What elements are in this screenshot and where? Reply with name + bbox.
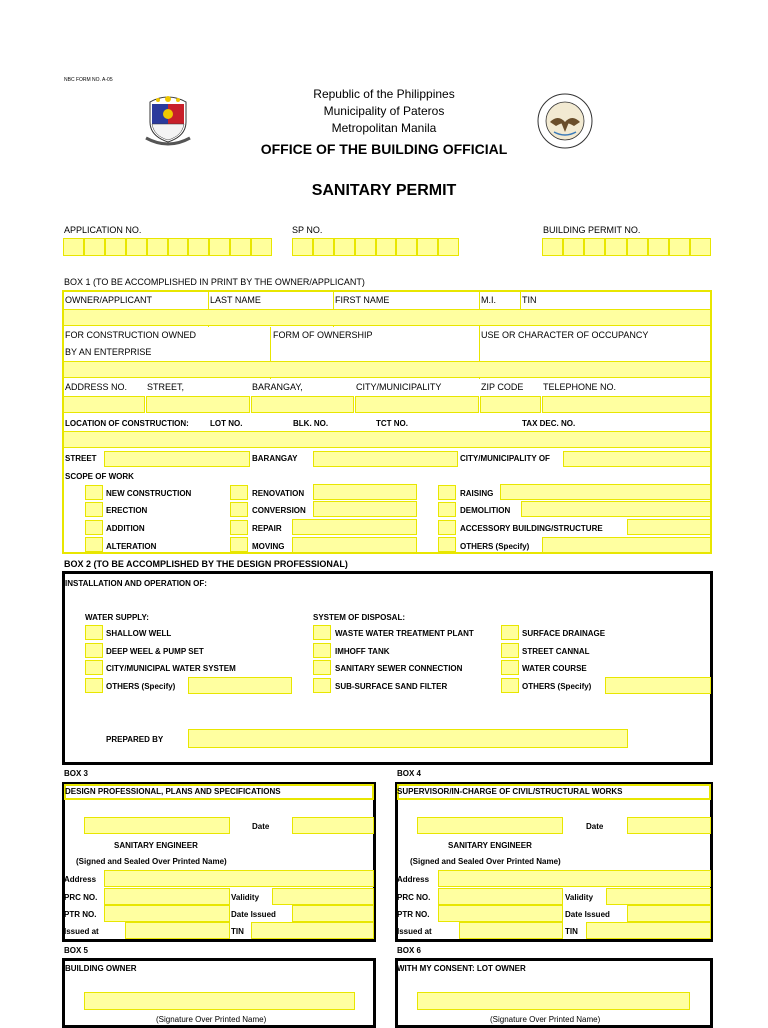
box4-title: SUPERVISOR/IN-CHARGE OF CIVIL/STRUCTURAL WORKS [397,787,623,796]
city-of-label: CITY/MUNICIPALITY OF [460,454,550,463]
application-no-input[interactable] [63,238,272,256]
erection-checkbox[interactable] [85,502,103,517]
repair-label: REPAIR [252,524,282,533]
box3-tin-label: TIN [231,927,244,936]
address-no-input[interactable] [63,396,145,413]
street-input[interactable] [146,396,250,413]
telephone-label: TELEPHONE NO. [543,382,617,392]
others-input[interactable] [542,537,711,553]
imhoff-checkbox[interactable] [313,643,331,658]
alteration-checkbox[interactable] [85,537,103,552]
telephone-input[interactable] [542,396,711,413]
box4-address-input[interactable] [438,870,711,887]
box4-date-issued-input[interactable] [627,905,711,922]
water-course-label: WATER COURSE [522,664,587,673]
conversion-checkbox[interactable] [230,502,248,517]
disposal-others-label: OTHERS (Specify) [522,682,592,691]
water-others-label: OTHERS (Specify) [106,682,176,691]
alteration-label: ALTERATION [106,542,157,551]
accessory-checkbox[interactable] [438,520,456,535]
installation-label: INSTALLATION AND OPERATION OF: [65,579,207,588]
system-of-disposal-label: SYSTEM OF DISPOSAL: [313,613,406,622]
city-of-input[interactable] [563,451,711,467]
box5-signature-input[interactable] [84,992,355,1010]
box4-issued-at-label: Issued at [397,927,432,936]
box4-label: BOX 4 [397,769,422,778]
shallow-well-checkbox[interactable] [85,625,103,640]
addition-label: ADDITION [106,524,145,533]
box4-prc-label: PRC NO. [397,893,431,902]
barangay-location-label: BARANGAY [252,454,298,463]
box4-date-issued-label: Date Issued [565,910,610,919]
building-permit-no-label: BUILDING PERMIT NO. [543,225,641,235]
barangay-location-input[interactable] [313,451,458,467]
office-title: OFFICE OF THE BUILDING OFFICIAL [260,141,508,157]
location-input-row[interactable] [63,431,711,448]
for-construction-label-2: BY AN ENTERPRISE [65,347,152,357]
use-occupancy-label: USE OR CHARACTER OF OCCUPANCY [481,330,649,340]
sp-no-input[interactable] [292,238,459,256]
street-location-label: STREET [65,454,97,463]
box5-signature-label: (Signature Over Printed Name) [156,1015,267,1024]
disposal-others-input[interactable] [605,677,711,694]
box4-validity-input[interactable] [606,888,711,905]
disposal-others-checkbox[interactable] [501,678,519,693]
scope-of-work-label: SCOPE OF WORK [65,472,134,481]
sanitary-sewer-label: SANITARY SEWER CONNECTION [335,664,463,673]
surface-drainage-label: SURFACE DRAINAGE [522,629,606,638]
renovation-label: RENOVATION [252,489,305,498]
others-checkbox[interactable] [438,537,456,552]
others-label: OTHERS (Specify) [460,542,530,551]
imhoff-label: IMHOFF TANK [335,647,390,656]
box3-title: DESIGN PROFESSIONAL, PLANS AND SPECIFICATIONS [65,787,281,796]
box2-title: BOX 2 (TO BE ACCOMPLISHED BY THE DESIGN PROFESSIONAL) [64,559,348,569]
conversion-label: CONVERSION [252,506,306,515]
box4-tin-input[interactable] [586,922,711,939]
addition-checkbox[interactable] [85,520,103,535]
sp-no-label: SP NO. [292,225,323,235]
water-supply-label: WATER SUPPLY: [85,613,149,622]
box4-signature-input[interactable] [417,817,563,834]
box3-address-input[interactable] [104,870,374,887]
tax-dec-label: TAX DEC. NO. [522,419,576,428]
street-label: STREET, [147,382,185,392]
moving-checkbox[interactable] [230,537,248,552]
tct-no-label: TCT NO. [376,419,408,428]
box3-date-label: Date [252,822,270,831]
for-construction-label-1: FOR CONSTRUCTION OWNED [65,330,196,340]
barangay-label: BARANGAY, [252,382,303,392]
address-no-label: ADDRESS NO. [65,382,128,392]
deep-well-checkbox[interactable] [85,643,103,658]
form-of-ownership-label: FORM OF OWNERSHIP [273,330,373,340]
box4-address-label: Address [397,875,430,884]
repair-checkbox[interactable] [230,520,248,535]
conversion-input[interactable] [313,501,417,517]
box3-date-issued-input[interactable] [292,905,374,922]
demolition-label: DEMOLITION [460,506,511,515]
building-permit-no-input[interactable] [542,238,711,256]
box4-ptr-label: PTR NO. [397,910,430,919]
blk-no-label: BLK. NO. [293,419,329,428]
ownership-input-row[interactable] [63,361,711,378]
street-cannal-label: STREET CANNAL [522,647,590,656]
demolition-input[interactable] [521,501,711,517]
header-republic: Republic of the Philippines [313,87,455,101]
owner-name-input[interactable] [63,309,711,326]
zip-code-input[interactable] [480,396,541,413]
box6-title: WITH MY CONSENT: LOT OWNER [397,964,526,973]
new-construction-checkbox[interactable] [85,485,103,500]
box3-label: BOX 3 [64,769,89,778]
erection-label: ERECTION [106,506,148,515]
prepared-by-label: PREPARED BY [106,735,164,744]
city-water-checkbox[interactable] [85,660,103,675]
surface-drainage-checkbox[interactable] [501,625,519,640]
city-water-label: CITY/MUNICIPAL WATER SYSTEM [106,664,236,673]
new-construction-label: NEW CONSTRUCTION [106,489,192,498]
page-title: SANITARY PERMIT [311,182,457,199]
box1-title: BOX 1 (TO BE ACCOMPLISHED IN PRINT BY THE OWNER/APPLICANT) [64,277,365,287]
box3-issued-at-label: Issued at [64,927,99,936]
box3-issued-at-input[interactable] [125,922,230,939]
sanitary-sewer-checkbox[interactable] [313,660,331,675]
sub-surface-checkbox[interactable] [313,678,331,693]
repair-input[interactable] [292,519,417,535]
city-municipality-label: CITY/MUNICIPALITY [356,382,442,392]
prepared-by-input[interactable] [188,729,628,748]
moving-label: MOVING [252,542,285,551]
raising-input[interactable] [500,484,711,500]
box3-prc-input[interactable] [104,888,230,905]
box4-tin-label: TIN [565,927,578,936]
box4-validity-label: Validity [565,893,594,902]
box4-date-input[interactable] [627,817,711,834]
water-others-checkbox[interactable] [85,678,103,693]
box3-engineer-label: SANITARY ENGINEER [114,841,198,850]
box3-signed-label: (Signed and Sealed Over Printed Name) [76,857,227,866]
box4-engineer-label: SANITARY ENGINEER [448,841,532,850]
moving-input[interactable] [292,537,417,553]
box3-ptr-label: PTR NO. [64,910,97,919]
last-name-label: LAST NAME [210,295,261,305]
box3-validity-label: Validity [231,893,260,902]
box3-address-label: Address [64,875,97,884]
street-cannal-checkbox[interactable] [501,643,519,658]
city-input[interactable] [355,396,479,413]
box3-ptr-input[interactable] [104,905,230,922]
box3-date-input[interactable] [292,817,374,834]
accessory-label: ACCESSORY BUILDING/STRUCTURE [460,524,603,533]
waste-water-label: WASTE WATER TREATMENT PLANT [335,629,474,638]
box3-validity-input[interactable] [272,888,374,905]
street-location-input[interactable] [104,451,250,467]
demolition-checkbox[interactable] [438,502,456,517]
first-name-label: FIRST NAME [335,295,390,305]
waste-water-checkbox[interactable] [313,625,331,640]
box3-prc-label: PRC NO. [64,893,98,902]
box6-label: BOX 6 [397,946,422,955]
header-metro: Metropolitan Manila [331,121,437,135]
water-others-input[interactable] [188,677,292,694]
box4-issued-at-input[interactable] [459,922,563,939]
owner-applicant-label: OWNER/APPLICANT [65,295,153,305]
box3-date-issued-label: Date Issued [231,910,276,919]
box4-date-label: Date [586,822,604,831]
mi-label: M.I. [481,295,496,305]
zip-code-label: ZIP CODE [481,382,524,392]
box3-tin-input[interactable] [251,922,374,939]
renovation-input[interactable] [313,484,417,500]
lot-no-label: LOT NO. [210,419,243,428]
water-course-checkbox[interactable] [501,660,519,675]
box4-prc-input[interactable] [438,888,563,905]
barangay-input[interactable] [251,396,354,413]
deep-well-label: DEEP WEEL & PUMP SET [106,647,204,656]
accessory-input[interactable] [627,519,711,535]
box6-signature-label: (Signature Over Printed Name) [490,1015,601,1024]
application-no-label: APPLICATION NO. [64,225,142,235]
form-number: NBC FORM NO. A-05 [64,77,113,83]
tin-label: TIN [522,295,537,305]
box3-signature-input[interactable] [84,817,230,834]
sub-surface-label: SUB-SURFACE SAND FILTER [335,682,448,691]
raising-checkbox[interactable] [438,485,456,500]
location-label: LOCATION OF CONSTRUCTION: [65,419,189,428]
raising-label: RAISING [460,489,494,498]
shallow-well-label: SHALLOW WELL [106,629,172,638]
renovation-checkbox[interactable] [230,485,248,500]
box4-ptr-input[interactable] [438,905,563,922]
box4-signed-label: (Signed and Sealed Over Printed Name) [410,857,561,866]
header-municipality: Municipality of Pateros [323,104,445,118]
box5-label: BOX 5 [64,946,89,955]
box5-title: BUILDING OWNER [65,964,137,973]
box6-signature-input[interactable] [417,992,690,1010]
